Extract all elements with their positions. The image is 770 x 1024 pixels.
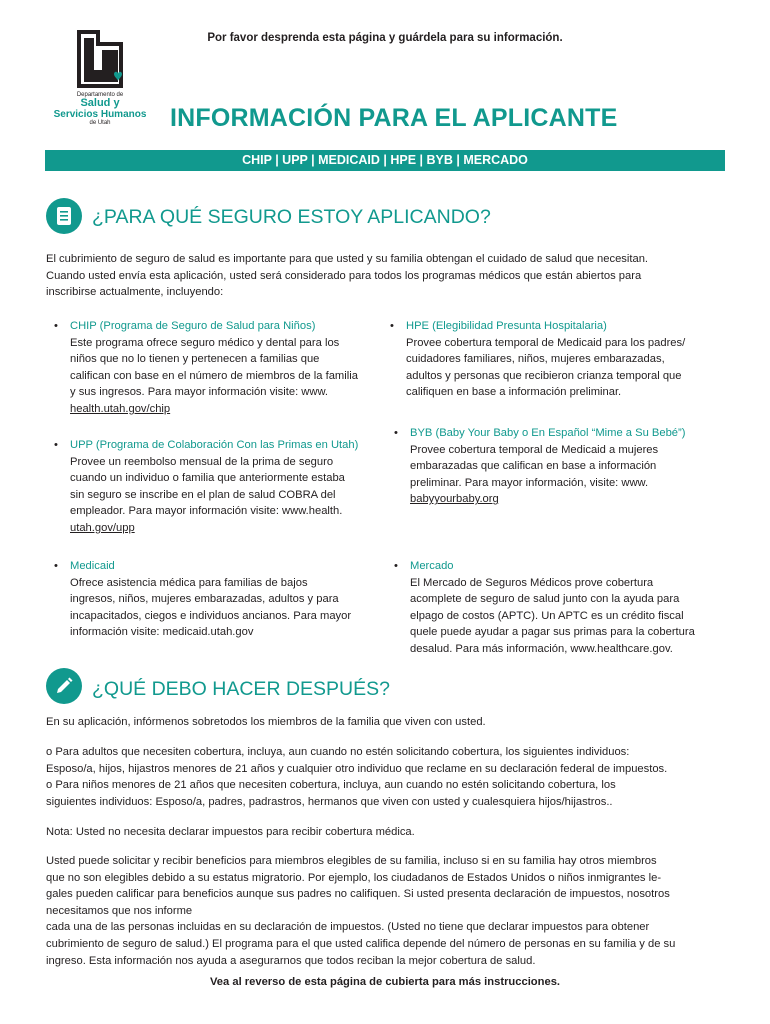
program-title: BYB (Baby Your Baby o En Español “Mime a Su Bebé”) <box>410 427 686 439</box>
program-line: cuidadores familiares, niños, mujeres embarazadas, <box>406 353 665 366</box>
logo-line-2: Salud y <box>80 97 120 109</box>
program-title: HPE (Elegibilidad Presunta Hospitalaria) <box>406 320 607 332</box>
program-title: CHIP (Programa de Seguro de Salud para Niños) <box>70 320 316 332</box>
program-line: Este programa ofrece seguro médico y dental para los <box>70 336 340 349</box>
program-byb <box>394 425 726 508</box>
para-line: cada una de las personas incluidas en su declaración de impuestos. (Usted no tiene que declarar impuestos para obtener <box>46 921 650 934</box>
utah-state-icon <box>76 30 124 88</box>
program-line: Provee cobertura temporal de Medicaid para los padres/ <box>406 336 686 349</box>
program-line: embarazadas que califican en base a información <box>410 460 657 473</box>
logo-line-3: Servicios Humanos <box>53 109 147 120</box>
intro-line: Cuando usted envía esta aplicación, usted será considerado para todos los programas médicos que están abiertos para <box>46 269 642 282</box>
pencil-icon <box>46 668 82 704</box>
program-line: preliminar. Para mayor información, visite: www. <box>410 476 649 489</box>
program-line: quele puede ayudar a pagar sus primas para la cobertura <box>410 626 695 639</box>
para-line: ingreso. Esta información nos ayuda a asegurarnos que todos reciban la mejor cobertura de salud. <box>46 954 536 967</box>
program-mercado <box>394 558 726 658</box>
logo-line-1: Departamento de <box>76 92 124 98</box>
program-line: Provee un reembolso mensual de la prima de seguro <box>70 455 334 468</box>
program-upp <box>54 437 390 537</box>
para-line: cubrimiento de seguro de salud.) El programa para el que usted califica depende del número de personas en su familia y de su <box>46 937 676 950</box>
para-line: gales pueden calificar para beneficios aunque sus padres no califiquen. Si usted presenta declaración de impuestos, nosotros <box>46 888 670 901</box>
intro-line: inscribirse actualmente, incluyendo: <box>46 286 224 299</box>
section1-intro <box>46 251 726 301</box>
program-line: información visite: medicaid.utah.gov <box>70 626 254 639</box>
program-line: Provee cobertura temporal de Medicaid a mujeres <box>410 443 659 456</box>
programs-banner: CHIP | UPP | MEDICAID | HPE | BYB | MERCADO <box>45 150 725 171</box>
bullet: • <box>390 320 394 332</box>
program-line: sin seguro se inscribe en el plan de salud COBRA del <box>70 488 336 501</box>
bullet: • <box>54 560 58 572</box>
program-line: adultos y personas que recibieron crianza temporal que <box>406 369 682 382</box>
list-line: o Para adultos que necesiten cobertura, incluya, aun cuando no estén solicitando cobertura, los siguientes individuos: <box>46 746 630 758</box>
program-line: califiquen en base a información preliminar. <box>406 386 622 399</box>
logo-line-4: de Utah <box>89 120 111 126</box>
bullet: • <box>54 320 58 332</box>
program-title: UPP (Programa de Colaboración Con las Primas en Utah) <box>70 439 359 451</box>
upp-link[interactable]: utah.gov/upp <box>70 521 135 534</box>
intro-line: El cubrimiento de seguro de salud es importante para que usted y su familia obtengan el cuidado de salud que necesitan. <box>46 253 649 265</box>
list-line: Esposo/a, hijos, hijastros menores de 21 años y cualquier otro individuo que reclame en su declaración federal de impuestos. <box>46 762 668 775</box>
para-line: que no son elegibles debido a su estatus migratorio. Por ejemplo, los ciudadanos de Estados Unidos o niños inmigrantes le- <box>46 871 662 884</box>
bullet: • <box>394 427 398 439</box>
program-line: y sus ingresos. Para mayor información visite: www. <box>70 386 329 399</box>
program-line: califican con base en el número de miembros de la familia <box>70 369 358 382</box>
program-line: ingresos, niños, mujeres embarazadas, adultos y para <box>70 593 339 606</box>
household-list <box>46 744 726 810</box>
para-line: necesitamos que nos informe <box>46 904 193 917</box>
tax-note: Nota: Usted no necesita declarar impuestos para recibir cobertura médica. <box>46 826 415 838</box>
program-line: desalud. Para más información, www.healthcare.gov. <box>410 642 673 655</box>
byb-link[interactable]: babyyourbaby.org <box>410 493 499 506</box>
program-line: Ofrece asistencia médica para familias de bajos <box>70 576 308 589</box>
program-line: empleador. Para mayor información visite: www.health. <box>70 505 343 518</box>
department-logo <box>44 30 156 126</box>
program-chip <box>54 318 390 418</box>
section2-intro: En su aplicación, infórmenos sobretodos los miembros de la familia que viven con usted. <box>46 716 486 728</box>
section1-heading: ¿PARA QUÉ SEGURO ESTOY APLICANDO? <box>92 206 491 228</box>
eligibility-paragraph <box>46 853 726 969</box>
program-line: acomplete de seguro de salud junto con la ayuda para <box>410 593 680 606</box>
program-line: niños que no lo tienen y pertenecen a familias que <box>70 353 320 366</box>
program-line: elpago de costos (APTC). Un APTC es un crédito fiscal <box>410 609 684 622</box>
para-line: Usted puede solicitar y recibir beneficios para miembros elegibles de su familia, incluso si en su familia hay otros miembros <box>46 855 657 867</box>
document-icon <box>46 198 82 234</box>
chip-link[interactable]: health.utah.gov/chip <box>70 402 171 415</box>
page-title: INFORMACIÓN PARA EL APLICANTE <box>170 104 618 132</box>
program-line: El Mercado de Seguros Médicos prove cobertura <box>410 576 654 589</box>
program-title: Mercado <box>410 560 454 572</box>
bullet: • <box>394 560 398 572</box>
detach-note: Por favor desprenda esta página y guárdela para su información. <box>207 32 563 44</box>
program-line: cuando un individuo o familia que anteriormente estaba <box>70 472 345 485</box>
program-title: Medicaid <box>70 560 115 572</box>
list-line: o Para niños menores de 21 años que necesiten cobertura, incluya, aun cuando no estén solicitando cobertura, los <box>46 779 616 792</box>
bullet: • <box>54 439 58 451</box>
program-line: incapacitados, ciegos e individuos ancianos. Para mayor <box>70 609 352 622</box>
program-medicaid <box>54 558 390 641</box>
reverse-side-note: Vea al reverso de esta página de cubierta para más instrucciones. <box>209 976 561 988</box>
section2-heading: ¿QUÉ DEBO HACER DESPUÉS? <box>92 678 390 700</box>
list-line: siguientes individuos: Esposo/a, padres, padrastros, hermanos que viven con usted y cualesquiera hijos/hijastros.. <box>46 795 613 808</box>
program-hpe <box>390 318 726 401</box>
